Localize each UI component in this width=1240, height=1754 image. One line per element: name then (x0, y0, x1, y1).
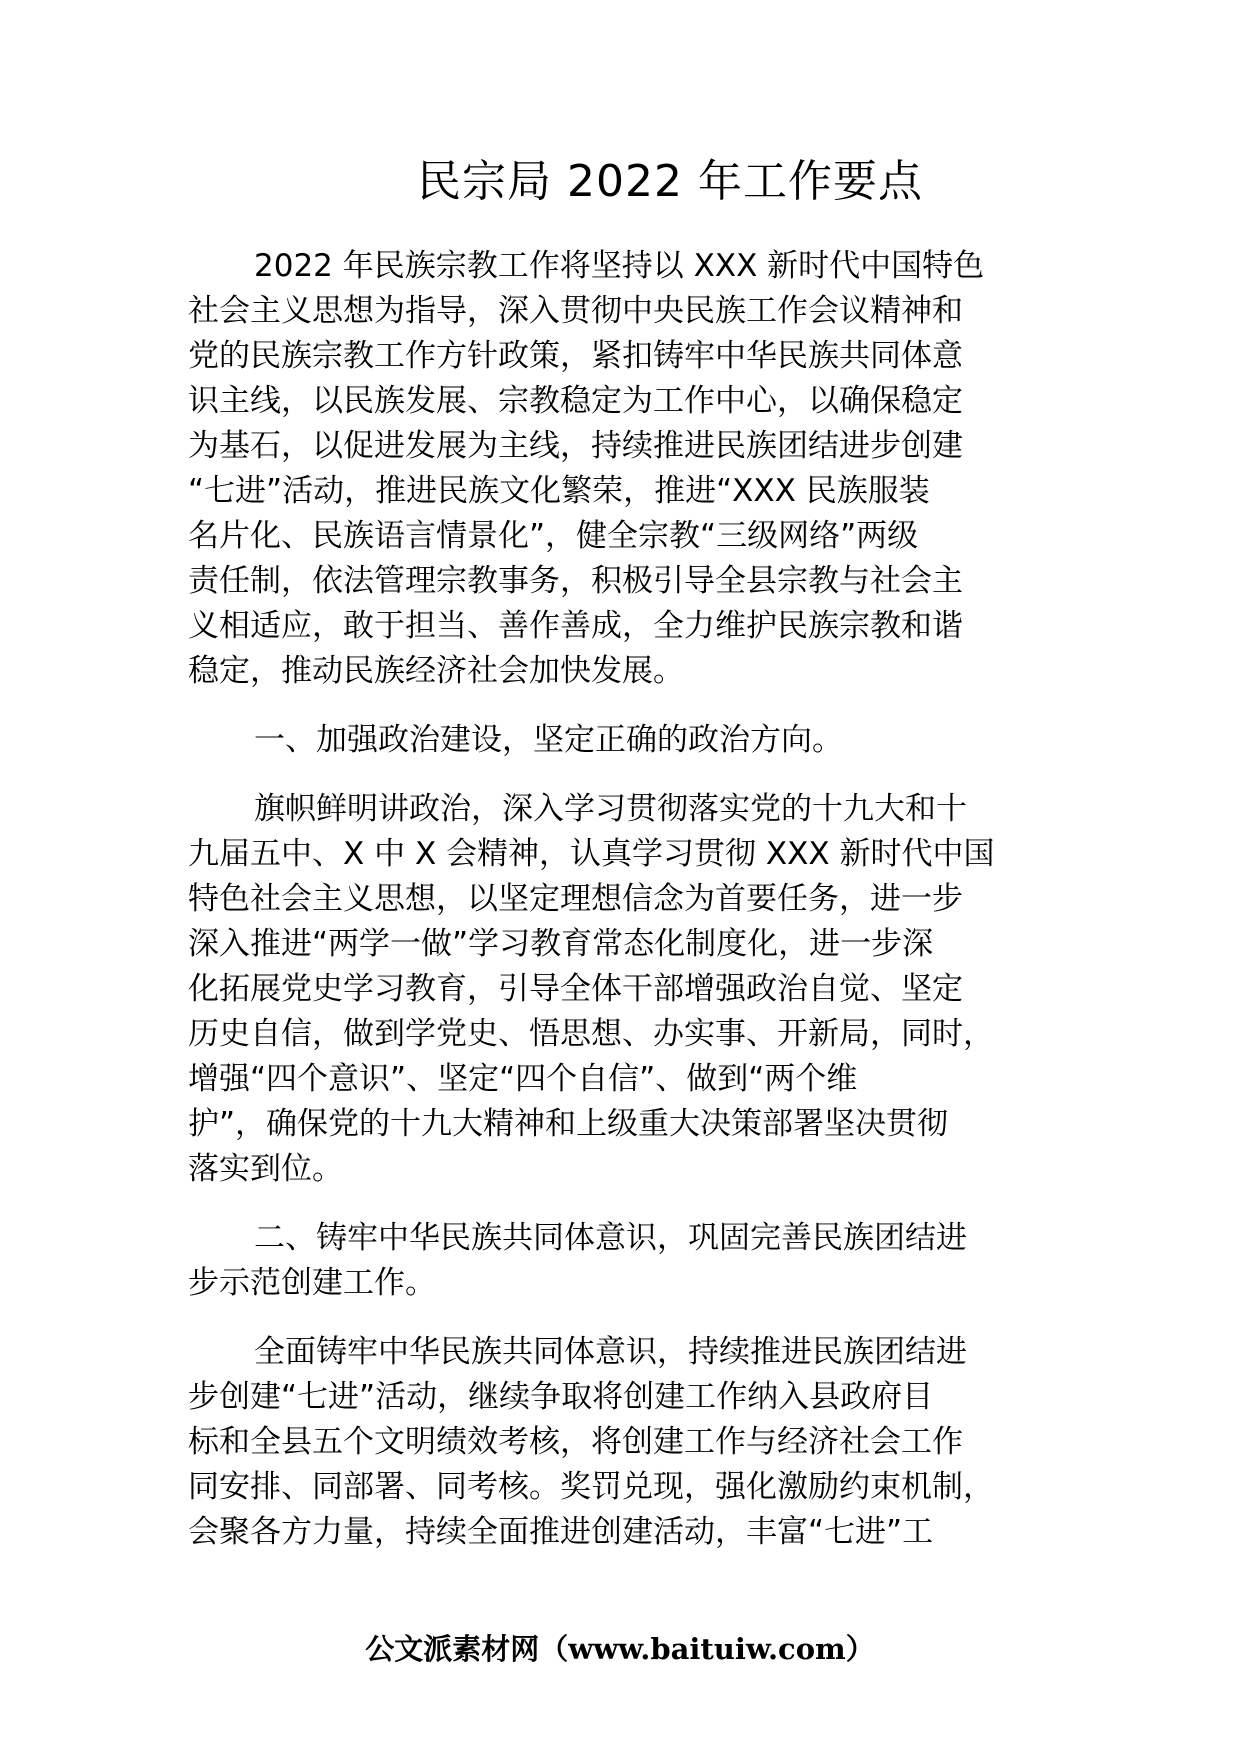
section-heading-2 (188, 1216, 1048, 1306)
text-line: 识主线，以民族发展、宗教稳定为工作中心，以确保稳定 (188, 383, 963, 419)
text-line: 责任制，依法管理宗教事务，积极引导全县宗教与社会主 (188, 563, 963, 599)
text-line: 步示范创建工作。 (188, 1265, 436, 1301)
text-line: 为基石，以促进发展为主线，持续推进民族团结进步创建 (188, 428, 963, 464)
paragraph-section-2 (188, 1330, 1048, 1555)
text-line: 同安排、同部署、同考核。奖罚兑现，强化激励约束机制， (188, 1469, 994, 1505)
text-line: 全面铸牢中华民族共同体意识，持续推进民族团结进 (254, 1334, 967, 1370)
footer-watermark: 公文派素材网（www.baituiw.com） (365, 1632, 875, 1666)
text-line: 落实到位。 (188, 1151, 343, 1187)
text-line: 2022 年民族宗教工作将坚持以 XXX 新时代中国特色 (254, 248, 985, 284)
text-line: 历史自信，做到学党史、悟思想、办实事、开新局，同时， (188, 1016, 994, 1052)
document-body (188, 244, 1048, 1579)
text-line: 一、加强政治建设，坚定正确的政治方向。 (254, 722, 843, 758)
document-title: 民宗局 2022 年工作要点 (417, 156, 923, 207)
text-line: 标和全县五个文明绩效考核，将创建工作与经济社会工作 (188, 1424, 963, 1460)
text-line: 社会主义思想为指导，深入贯彻中央民族工作会议精神和 (188, 293, 963, 329)
text-line: “七进”活动，推进民族文化繁荣，推进“XXX 民族服装 (188, 473, 930, 509)
text-line: 党的民族宗教工作方针政策，紧扣铸牢中华民族共同体意 (188, 338, 963, 374)
text-line: 二、铸牢中华民族共同体意识，巩固完善民族团结进 (254, 1220, 967, 1256)
paragraph-section-1 (188, 787, 1048, 1192)
text-line: 义相适应，敢于担当、善作善成，全力维护民族宗教和谐 (188, 608, 963, 644)
text-line: 增强“四个意识”、坚定“四个自信”、做到“两个维 (188, 1061, 858, 1097)
text-line: 九届五中、X 中 X 会精神，认真学习贯彻 XXX 新时代中国 (188, 836, 995, 872)
text-line: 化拓展党史学习教育，引导全体干部增强政治自觉、坚定 (188, 971, 963, 1007)
text-line: 深入推进“两学一做”学习教育常态化制度化，进一步深 (188, 926, 934, 962)
paragraph-intro (188, 244, 1048, 694)
text-line: 旗帜鲜明讲政治，深入学习贯彻落实党的十九大和十 (254, 791, 967, 827)
text-line: 步创建“七进”活动，继续争取将创建工作纳入县政府目 (188, 1379, 934, 1415)
text-line: 名片化、民族语言情景化”，健全宗教“三级网络”两级 (188, 518, 919, 554)
section-heading-1 (188, 718, 1048, 763)
text-line: 稳定，推动民族经济社会加快发展。 (188, 653, 684, 689)
text-line: 特色社会主义思想，以坚定理想信念为首要任务，进一步 (188, 881, 963, 917)
text-line: 会聚各方力量，持续全面推进创建活动，丰富“七进”工 (188, 1514, 934, 1550)
text-line: 护”，确保党的十九大精神和上级重大决策部署坚决贯彻 (188, 1106, 949, 1142)
